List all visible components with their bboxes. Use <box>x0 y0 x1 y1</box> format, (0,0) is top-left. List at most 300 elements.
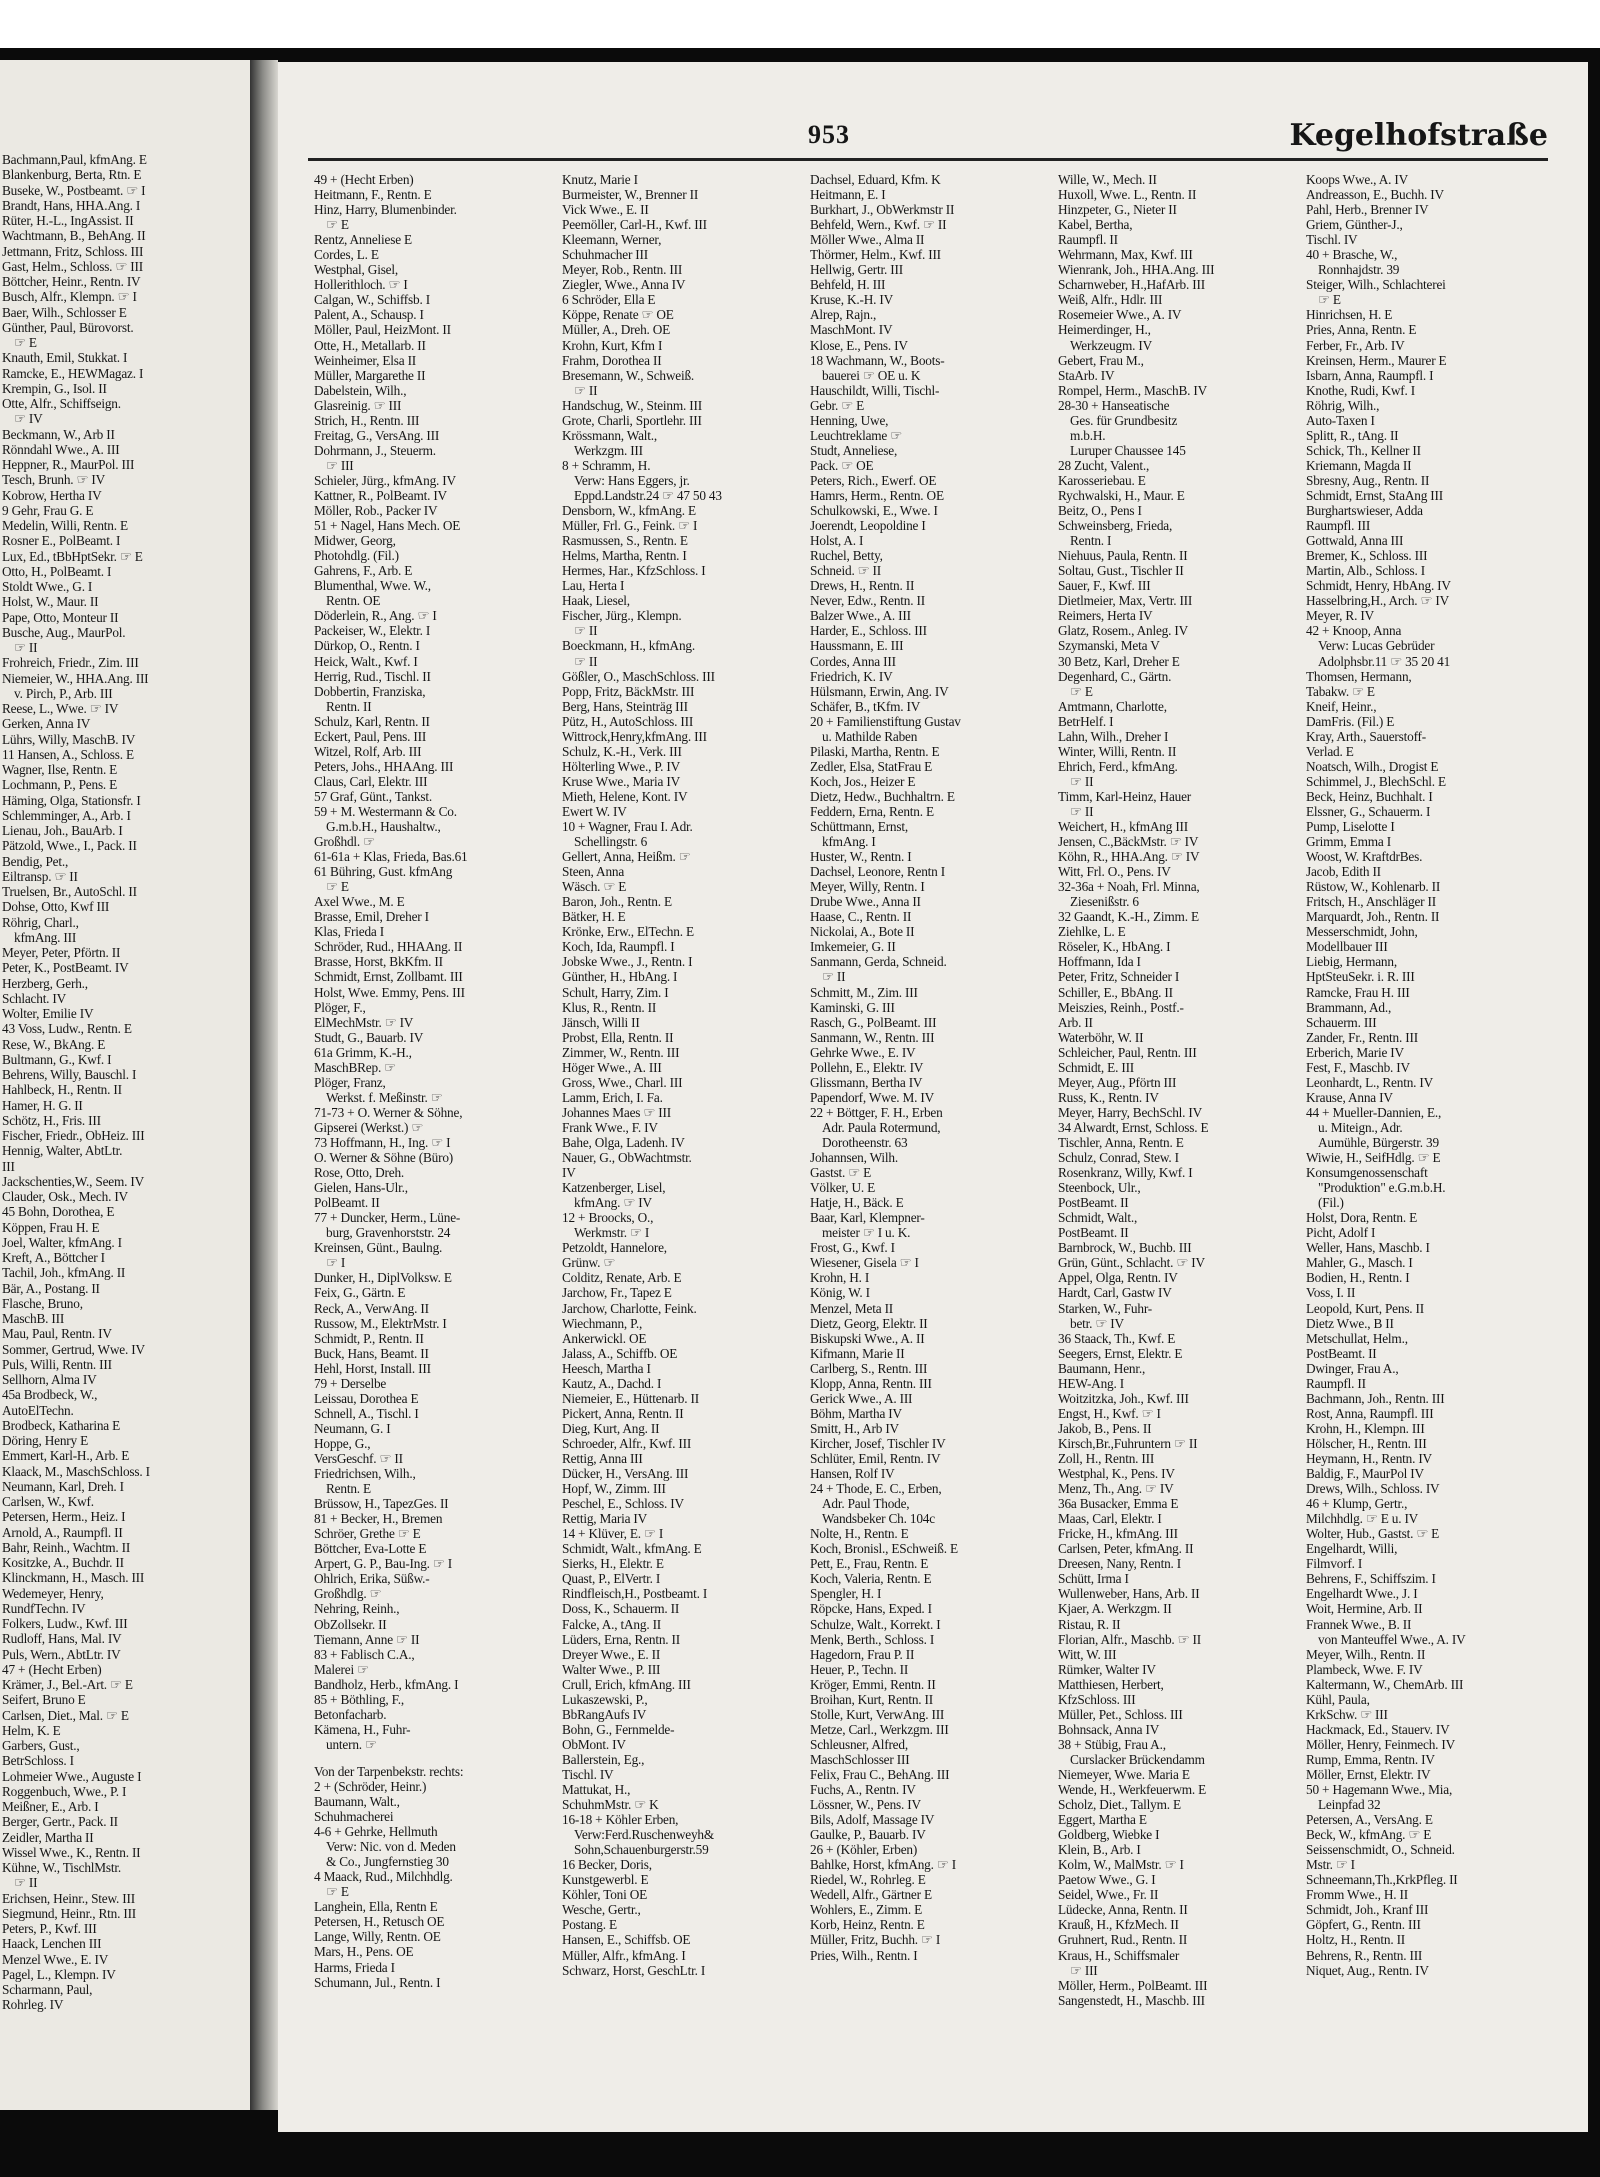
directory-entry: Behfeld, H. III <box>810 277 886 293</box>
directory-entry: Buseke, W., Postbeamt. ☞ I <box>2 182 146 198</box>
directory-entry: Kreinsen, Herm., Maurer E <box>1306 352 1447 368</box>
directory-entry: Heppner, R., MaurPol. III <box>2 457 135 472</box>
directory-entry: Schweinsberg, Frieda, <box>1058 518 1173 534</box>
directory-entry: Rosenkranz, Willy, Kwf. I <box>1058 1165 1193 1181</box>
directory-entry: Hinrichsen, H. E <box>1306 307 1393 323</box>
directory-entry: Verlad. E <box>1306 743 1354 759</box>
directory-entry: Flasche, Bruno, <box>2 1295 83 1311</box>
directory-entry: Hennig, Walter, AbtLtr. <box>2 1143 123 1159</box>
directory-entry: Harms, Frieda I <box>314 1959 395 1975</box>
directory-entry: Griem, Günther-J., <box>1306 217 1403 233</box>
directory-entry: Voss, I. II <box>1306 1285 1356 1301</box>
directory-entry: 45 Bohn, Dorothea, E <box>2 1204 115 1220</box>
directory-entry: Frannek Wwe., B. II <box>1306 1616 1412 1632</box>
directory-entry: Niquet, Aug., Rentn. IV <box>1306 1962 1429 1978</box>
directory-entry: Arb. II <box>1058 1014 1093 1030</box>
directory-entry: Gehrke Wwe., E. IV <box>810 1044 916 1060</box>
directory-entry: Kirsch,Br.,Fuhruntern ☞ II <box>1058 1435 1198 1451</box>
directory-entry: Böttcher, Heinr., Rentn. IV <box>2 274 141 289</box>
directory-entry: Rindfleisch,H., Postbeamt. I <box>562 1586 708 1602</box>
directory-entry: Drews, Wilh., Schloss. IV <box>1306 1481 1440 1497</box>
directory-entry: Kjaer, A. Werkzgm. II <box>1058 1601 1172 1617</box>
directory-entry: Schuhmacherei <box>314 1809 394 1825</box>
directory-entry: Marquardt, Joh., Rentn. II <box>1306 909 1440 925</box>
directory-entry: Degenhard, C., Gärtn. <box>1058 668 1172 684</box>
directory-entry: Busche, Aug., MaurPol. <box>2 624 126 640</box>
directory-entry: AutoElTechn. <box>2 1402 74 1418</box>
directory-entry: Carlsen, Peter, kfmAng. II <box>1058 1541 1194 1557</box>
directory-entry: Weiß, Alfr., Hdlr. III <box>1058 292 1163 308</box>
directory-entry: Behrens, R., Rentn. III <box>1306 1947 1423 1963</box>
directory-entry: Kruse Wwe., Maria IV <box>562 773 680 789</box>
directory-entry: Verw:Ferd.Ruschenweyh& <box>574 1827 714 1843</box>
directory-entry: Westphal, K., Pens. IV <box>1058 1466 1175 1482</box>
directory-entry: Koch, Jos., Heizer E <box>810 773 916 789</box>
directory-entry: (Fil.) <box>1318 1195 1344 1211</box>
directory-entry: Scharnweber, H.,HafArb. III <box>1058 277 1205 293</box>
directory-entry: Wedell, Alfr., Gärtner E <box>810 1887 932 1903</box>
directory-entry: Wiesener, Gisela ☞ I <box>810 1255 919 1271</box>
directory-entry: Grote, Charli, Sportlehr. III <box>562 412 702 428</box>
directory-entry: Knauth, Emil, Stukkat. I <box>2 350 128 366</box>
directory-entry: G.m.b.H., Haushaltw., <box>326 819 441 835</box>
directory-entry: Steiger, Wilh., Schlachterei <box>1306 277 1446 293</box>
directory-entry: Rüter, H.-L., IngAssist. II <box>2 213 134 228</box>
directory-entry: Jänsch, Willi II <box>562 1014 640 1030</box>
directory-entry: Weichert, H., kfmAng III <box>1058 819 1189 835</box>
directory-entry: Handschug, W., Steinm. III <box>562 397 702 413</box>
directory-entry: Weinheimer, Elsa II <box>314 352 417 368</box>
directory-entry: 36 Staack, Th., Kwf. E <box>1058 1330 1176 1346</box>
directory-entry: Lohmeier Wwe., Auguste I <box>2 1768 142 1784</box>
directory-entry: Pilaski, Martha, Rentn. E <box>810 743 940 759</box>
directory-entry: Ronnhajdstr. 39 <box>1318 262 1400 278</box>
directory-entry: Appel, Olga, Rentn. IV <box>1058 1270 1178 1286</box>
directory-entry: 79 + Derselbe <box>314 1375 387 1391</box>
directory-entry: Burmeister, W., Brenner II <box>562 187 699 203</box>
directory-entry: Rentn. I <box>1070 533 1112 549</box>
directory-entry: Mau, Paul, Rentn. IV <box>2 1326 112 1342</box>
directory-entry: Glasreinig. ☞ III <box>314 397 402 413</box>
directory-entry: Dohse, Otto, Kwf III <box>2 899 110 915</box>
directory-entry: Drube Wwe., Anna II <box>810 894 921 910</box>
directory-entry: Holst, A. I <box>810 533 864 549</box>
directory-entry: Kreft, A., Böttcher I <box>2 1250 105 1265</box>
directory-entry: 18 Wachmann, W., Boots- <box>810 352 945 368</box>
directory-entry: Klinckmann, H., Masch. III <box>2 1570 145 1586</box>
directory-entry: Hauschildt, Willi, Tischl- <box>810 382 940 398</box>
directory-entry: Feddern, Erna, Rentn. E <box>810 803 934 819</box>
directory-entry: Hagedorn, Frau P. II <box>810 1646 915 1662</box>
directory-entry: Wittrock,Henry,kfmAng. III <box>562 728 707 744</box>
directory-entry: Baldig, F., MaurPol IV <box>1306 1466 1424 1482</box>
directory-entry: Studt, Anneliese, <box>810 442 898 458</box>
directory-entry: Nolte, H., Rentn. E <box>810 1526 909 1542</box>
directory-entry: Gastst. ☞ E <box>810 1165 872 1181</box>
directory-entry: Niemeier, W., HHA.Ang. III <box>2 670 149 686</box>
directory-entry: kfmAng. III <box>14 929 77 945</box>
directory-entry: 8 + Schramm, H. <box>562 457 651 473</box>
directory-entry: PostBeamt. II <box>1058 1195 1129 1211</box>
directory-entry: Mstr. ☞ I <box>1306 1857 1355 1873</box>
directory-entry: 45a Brodbeck, W., <box>2 1387 98 1403</box>
directory-entry: Rüstow, W., Kohlenarb. II <box>1306 879 1441 895</box>
directory-entry: Dorotheenstr. 63 <box>822 1135 908 1150</box>
directory-entry: Heymann, H., Rentn. IV <box>1306 1450 1432 1466</box>
directory-entry: Walter Wwe., P. III <box>562 1661 661 1677</box>
directory-entry: PostBeamt. II <box>1058 1225 1129 1241</box>
directory-entry: Photohdlg. (Fil.) <box>314 548 399 564</box>
directory-entry: Freitag, G., VersAng. III <box>314 427 440 443</box>
directory-entry: Wachtmann, B., BehAng. II <box>2 228 146 244</box>
directory-entry: Winter, Willi, Rentn. II <box>1058 743 1177 759</box>
directory-entry: ☞ II <box>822 969 846 985</box>
directory-entry: Dabelstein, Wilh., <box>314 382 407 398</box>
directory-entry: Peter, Fritz, Schneider I <box>1058 969 1180 985</box>
directory-entry: Bils, Adolf, Massage IV <box>810 1812 935 1828</box>
directory-entry: Brandt, Hans, HHA.Ang. I <box>2 197 141 213</box>
directory-entry: Vick Wwe., E. II <box>562 202 649 218</box>
directory-entry: Koch, Valeria, Rentn. E <box>810 1571 932 1587</box>
directory-entry: 36a Busacker, Emma E <box>1058 1496 1179 1512</box>
directory-entry: Hackmack, Ed., Stauerv. IV <box>1306 1721 1450 1737</box>
directory-entry: Messerschmidt, John, <box>1306 924 1418 940</box>
directory-entry: Schulz, Karl, Rentn. II <box>314 713 430 729</box>
directory-entry: Drews, H., Rentn. II <box>810 578 915 594</box>
directory-column-5 <box>1306 172 1528 1978</box>
directory-entry: Jalass, A., Schiffb. OE <box>562 1345 678 1361</box>
directory-entry: ☞ II <box>14 1875 38 1891</box>
directory-entry: Beckmann, W., Arb II <box>2 426 115 442</box>
directory-entry: Wille, W., Mech. II <box>1058 172 1157 187</box>
directory-entry: Heitmann, E. I <box>810 187 886 203</box>
directory-entry: Dreyer Wwe., E. II <box>562 1646 661 1662</box>
directory-entry: Tischl. IV <box>1306 232 1358 248</box>
directory-entry: Rychwalski, H., Maur. E <box>1058 487 1185 503</box>
directory-entry: Biskupski Wwe., A. II <box>810 1330 925 1346</box>
directory-entry: Heimerdinger, H., <box>1058 322 1151 338</box>
directory-entry: Westphal, Gisel, <box>314 262 398 278</box>
directory-entry: Buck, Hans, Beamt. II <box>314 1345 429 1361</box>
directory-entry: Plambeck, Wwe. F. IV <box>1306 1661 1423 1677</box>
directory-entry: 32 Gaandt, K.-H., Zimm. E <box>1058 909 1199 925</box>
directory-entry: Dücker, H., VersAng. III <box>562 1466 689 1482</box>
directory-entry: Kröger, Emmi, Rentn. II <box>810 1676 936 1692</box>
directory-entry: Calgan, W., Schiffsb. I <box>314 292 430 308</box>
directory-entry: Mattukat, H., <box>562 1782 631 1798</box>
directory-entry: Schauerm. III <box>1306 1014 1377 1030</box>
directory-entry: Köhler, Toni OE <box>562 1887 648 1903</box>
directory-entry: Hinz, Harry, Blumenbinder. <box>314 202 457 218</box>
directory-entry: Kattner, R., PolBeamt. IV <box>314 487 447 503</box>
directory-entry: Midwer, Georg, <box>314 533 396 549</box>
directory-entry: Never, Edw., Rentn. II <box>810 593 925 609</box>
directory-entry: HEW-Ang. I <box>1058 1375 1124 1391</box>
directory-entry: Lössner, W., Pens. IV <box>810 1797 921 1813</box>
directory-entry: Lüders, Erna, Rentn. II <box>562 1631 680 1647</box>
directory-entry: Hölscher, H., Rentn. III <box>1306 1435 1427 1451</box>
directory-entry: Heuer, P., Techn. II <box>810 1661 909 1677</box>
directory-entry: Tischler, Anna, Rentn. E <box>1058 1135 1184 1150</box>
directory-entry: Kabel, Bertha, <box>1058 217 1133 233</box>
directory-entry: Bachmann,Paul, kfmAng. E <box>2 152 147 167</box>
directory-entry: Rentz, Anneliese E <box>314 232 412 248</box>
directory-column-4 <box>1058 172 1280 2008</box>
directory-entry: "Produktion" e.G.m.b.H. <box>1318 1180 1446 1196</box>
directory-entry: Schötz, H., Fris. III <box>2 1112 101 1128</box>
directory-entry: Möller, Ernst, Elektr. IV <box>1306 1766 1431 1782</box>
directory-entry: Hamer, H. G. II <box>2 1097 83 1113</box>
directory-entry: Lange, Willy, Rentn. OE <box>314 1929 441 1945</box>
directory-entry: Kruse, K.-H. IV <box>810 292 894 308</box>
directory-entry: bauerei ☞ OE u. K <box>822 367 921 383</box>
directory-entry: 10 + Wagner, Frau I. Adr. <box>562 819 693 835</box>
directory-entry: RundfTechn. IV <box>2 1600 86 1616</box>
directory-entry: u. Miteign., Adr. <box>1318 1119 1403 1135</box>
directory-entry: Schmidt, Joh., Kranf III <box>1306 1902 1429 1918</box>
directory-entry: Densborn, W., kfmAng. E <box>562 503 696 519</box>
directory-entry: Wiechmann, P., <box>562 1315 643 1331</box>
directory-entry: Schlacht. IV <box>2 990 67 1006</box>
directory-entry: Fischer, Friedr., ObHeiz. III <box>2 1128 145 1143</box>
directory-entry: Beitz, O., Pens I <box>1058 503 1142 519</box>
directory-entry: Seegers, Ernst, Elektr. E <box>1058 1345 1183 1361</box>
directory-entry: Großhdl. ☞ <box>314 834 375 850</box>
directory-entry: Gerick Wwe., A. III <box>810 1390 913 1406</box>
directory-entry: Herzberg, Gerh., <box>2 975 88 991</box>
directory-entry: Puls, Wern., AbtLtr. IV <box>2 1646 121 1662</box>
directory-entry: Fricke, H., kfmAng. III <box>1058 1526 1178 1542</box>
directory-entry: Bär, A., Postang. II <box>2 1280 100 1296</box>
directory-entry: Reese, L., Wwe. ☞ IV <box>2 701 119 716</box>
directory-entry: Petersen, H., Retusch OE <box>314 1914 445 1930</box>
directory-entry: Pett, E., Frau, Rentn. E <box>810 1556 929 1572</box>
directory-entry: Gipserei (Werkst.) ☞ <box>314 1119 424 1135</box>
directory-entry: 9 Gehr, Frau G. E <box>2 502 94 518</box>
directory-entry: Krauß, H., KfzMech. II <box>1058 1917 1179 1933</box>
directory-entry: Tiemann, Anne ☞ II <box>314 1631 420 1647</box>
directory-entry: 4 Maack, Rud., Milchhdlg. <box>314 1869 453 1885</box>
directory-entry: SchuhmMstr. ☞ K <box>562 1797 659 1813</box>
directory-entry: Falcke, A., tAng. II <box>562 1616 662 1632</box>
directory-entry: Rettig, Maria IV <box>562 1511 648 1527</box>
directory-entry: Folkers, Ludw., Kwf. III <box>2 1616 128 1631</box>
directory-entry: Hinzpeter, G., Nieter II <box>1058 202 1177 218</box>
directory-entry: Röhrig, Wilh., <box>1306 397 1380 413</box>
directory-entry: Studt, G., Bauarb. IV <box>314 1029 424 1045</box>
directory-entry: Hopf, W., Zimm. III <box>562 1481 666 1497</box>
directory-entry: Jacob, Edith II <box>1306 864 1381 880</box>
directory-entry: Russow, M., ElektrMstr. I <box>314 1315 447 1331</box>
directory-entry: Möller Wwe., Alma II <box>810 232 925 248</box>
directory-entry: Petersen, A., VersAng. E <box>1306 1812 1433 1828</box>
directory-entry: Smitt, H., Arb IV <box>810 1420 899 1436</box>
directory-entry: Pätzold, Wwe., I., Pack. II <box>2 838 137 854</box>
directory-entry: Eppd.Landstr.24 ☞ 47 50 43 <box>574 487 722 503</box>
directory-entry: ☞ E <box>326 217 349 233</box>
directory-entry: Probst, Ella, Rentn. II <box>562 1029 674 1045</box>
directory-entry: ☞ E <box>1318 292 1341 308</box>
directory-entry: ☞ III <box>326 457 354 473</box>
directory-entry: Fuchs, A., Rentn. IV <box>810 1782 916 1798</box>
directory-entry: Pape, Otto, Monteur II <box>2 609 119 625</box>
directory-entry: Pries, Anna, Rentn. E <box>1306 322 1417 338</box>
directory-entry: 6 Schröder, Ella E <box>562 292 656 308</box>
directory-entry: Rompel, Herm., MaschB. IV <box>1058 382 1207 398</box>
directory-entry: Bremer, K., Schloss. III <box>1306 548 1428 564</box>
directory-entry: Baar, Karl, Klempner- <box>810 1210 925 1226</box>
directory-entry: 16 Becker, Doris, <box>562 1857 652 1873</box>
directory-entry: Fischer, Jürg., Klempn. <box>562 608 682 624</box>
directory-entry: Korb, Heinz, Rentn. E <box>810 1917 925 1933</box>
directory-entry: König, W. I <box>810 1285 870 1301</box>
directory-entry: Koch, Bronisl., ESchweiß. E <box>810 1541 958 1557</box>
directory-entry: 47 + (Hecht Erben) <box>2 1661 102 1677</box>
directory-entry: Niehuus, Paula, Rentn. II <box>1058 548 1188 564</box>
directory-entry: Schlemminger, A., Arb. I <box>2 807 131 823</box>
directory-entry: Adr. Paul Thode, <box>822 1496 910 1512</box>
directory-entry: Schröer, Grethe ☞ E <box>314 1526 421 1542</box>
directory-entry: Otto, H., PolBeamt. I <box>2 563 112 579</box>
directory-entry: Pagel, L., Klempn. IV <box>2 1966 116 1982</box>
directory-entry: Luruper Chaussee 145 <box>1070 442 1186 458</box>
directory-entry: Röpcke, Hans, Exped. I <box>810 1601 932 1617</box>
directory-entry: Liebig, Hermann, <box>1306 954 1397 970</box>
directory-entry: Hölterling Wwe., P. IV <box>562 758 680 774</box>
directory-entry: Langhein, Ella, Rentn E <box>314 1899 438 1915</box>
directory-entry: Rentn. OE <box>326 593 381 609</box>
directory-entry: 46 + Klump, Gertr., <box>1306 1496 1408 1512</box>
directory-entry: Plöger, Franz, <box>314 1074 386 1090</box>
directory-entry: Baer, Wilh., Schlosser E <box>2 304 127 320</box>
directory-entry: Hoppe, G., <box>314 1435 371 1451</box>
directory-entry: 34 Alwardt, Ernst, Schloss. E <box>1058 1119 1209 1135</box>
directory-entry: Sanmann, Gerda, Schneid. <box>810 954 947 970</box>
directory-entry: Peemöller, Carl-H., Kwf. III <box>562 217 707 233</box>
directory-entry: Florian, Alfr., Maschb. ☞ II <box>1058 1631 1201 1647</box>
directory-column-3 <box>810 172 1032 1963</box>
directory-entry: Medelin, Willi, Rentn. E <box>2 518 128 533</box>
directory-entry: Dietz, Hedw., Buchhaltrn. E <box>810 788 955 804</box>
directory-entry: Ristau, R. II <box>1058 1616 1121 1632</box>
directory-entry: Frost, G., Kwf. I <box>810 1240 895 1256</box>
directory-entry: Dietz Wwe., B II <box>1306 1315 1394 1331</box>
directory-entry: Henning, Uwe, <box>810 412 889 428</box>
directory-entry: Frank Wwe., F. IV <box>562 1119 658 1135</box>
directory-entry: Frahm, Dorothea II <box>562 352 662 368</box>
directory-entry: Eggert, Martha E <box>1058 1812 1147 1828</box>
directory-entry: Picht, Adolf I <box>1306 1225 1376 1241</box>
directory-entry: Arpert, G. P., Bau-Ing. ☞ I <box>314 1556 452 1572</box>
directory-entry: Bendig, Pet., <box>2 853 69 869</box>
directory-entry: Krempin, G., Isol. II <box>2 380 107 396</box>
directory-entry: Rümker, Walter IV <box>1058 1661 1156 1677</box>
directory-entry: Sanmann, W., Rentn. III <box>810 1029 935 1045</box>
directory-entry: Klopp, Anna, Rentn. III <box>810 1375 932 1391</box>
directory-entry: Carlsen, Diet., Mal. ☞ E <box>2 1707 129 1723</box>
directory-entry: Möller, Paul, HeizMont. II <box>314 322 451 338</box>
directory-entry: III <box>2 1158 15 1174</box>
directory-entry: ☞ E <box>14 335 37 350</box>
directory-entry: Schäfer, B., tKfm. IV <box>810 698 921 714</box>
directory-entry: Elssner, G., Schauerm. I <box>1306 803 1431 819</box>
directory-entry: Wolter, Hub., Gastst. ☞ E <box>1306 1526 1440 1542</box>
directory-entry: Häming, Olga, Stationsfr. I <box>2 792 141 808</box>
directory-entry: ☞ E <box>1070 683 1093 699</box>
directory-entry: Harder, E., Schloss. III <box>810 623 927 639</box>
directory-entry: Kautz, A., Dachd. I <box>562 1375 662 1391</box>
directory-entry: Schulz, Conrad, Stew. I <box>1058 1150 1179 1166</box>
directory-entry: Peters, Rich., Ewerf. OE <box>810 472 937 488</box>
directory-entry: Tachil, Joh., kfmAng. II <box>2 1265 126 1281</box>
directory-entry: Behrens, Willy, Bauschl. I <box>2 1067 137 1082</box>
directory-entry: Rönndahl Wwe., A. III <box>2 441 120 457</box>
directory-entry: Grün, Günt., Schlacht. ☞ IV <box>1058 1255 1205 1271</box>
directory-entry: Stoldt Wwe., G. I <box>2 579 93 594</box>
directory-entry: Beck, Heinz, Buchhalt. I <box>1306 788 1433 804</box>
directory-entry: kfmAng. I <box>822 834 876 850</box>
directory-entry: ObMont. IV <box>562 1736 626 1752</box>
directory-entry: Imkemeier, G. II <box>810 939 896 955</box>
directory-entry: Wagner, Ilse, Rentn. E <box>2 762 118 777</box>
directory-entry: Martin, Alb., Schloss. I <box>1306 563 1425 579</box>
directory-entry: Rose, Otto, Dreh. <box>314 1165 405 1181</box>
directory-entry: Schult, Harry, Zim. I <box>562 984 669 1000</box>
directory-entry: Friedrichsen, Wilh., <box>314 1466 416 1482</box>
directory-entry: Schüttmann, Ernst, <box>810 819 908 835</box>
directory-entry: Hoffmann, Ida I <box>1058 954 1141 970</box>
directory-entry: Palent, A., Schausp. I <box>314 307 424 323</box>
directory-entry: StaArb. IV <box>1058 367 1115 383</box>
directory-entry: Otte, Alfr., Schiffseign. <box>2 396 121 411</box>
directory-entry: Werkzeugm. IV <box>1070 337 1152 353</box>
directory-entry: Thörmer, Helm., Kwf. III <box>810 247 941 263</box>
directory-entry: Döring, Henry E <box>2 1433 88 1448</box>
directory-entry: 28 Zucht, Valent., <box>1058 457 1150 473</box>
directory-entry: Köppe, Renate ☞ OE <box>562 307 674 323</box>
directory-entry: ☞ E <box>326 879 349 895</box>
directory-entry: Schmidt, Ernst, Zollbamt. III <box>314 969 463 985</box>
directory-entry: Eiltransp. ☞ II <box>2 868 78 884</box>
directory-entry: Gross, Wwe., Charl. III <box>562 1074 683 1090</box>
directory-entry: 49 + (Hecht Erben) <box>314 172 414 187</box>
directory-entry: Schütt, Irma I <box>1058 1571 1129 1587</box>
directory-entry: 4-6 + Gehrke, Hellmuth <box>314 1824 438 1840</box>
directory-entry: Mieth, Helene, Kont. IV <box>562 788 688 804</box>
directory-entry: Colditz, Renate, Arb. E <box>562 1270 682 1286</box>
book-gutter <box>250 60 278 2110</box>
directory-entry: Bultmann, G., Kwf. I <box>2 1051 112 1067</box>
directory-entry: Joerendt, Leopoldine I <box>810 518 926 534</box>
directory-entry: Emmert, Karl-H., Arb. E <box>2 1448 130 1464</box>
directory-entry: Neumann, Karl, Dreh. I <box>2 1478 124 1494</box>
directory-entry: Paetow Wwe., G. I <box>1058 1872 1156 1888</box>
directory-entry: Haase, C., Rentn. II <box>810 909 912 925</box>
directory-entry: Schmidt, Walt., kfmAng. E <box>562 1541 702 1557</box>
directory-entry: 71-73 + O. Werner & Söhne, <box>314 1104 463 1120</box>
directory-entry: Spengler, H. I <box>810 1586 882 1602</box>
directory-entry: Menzel Wwe., E. IV <box>2 1951 109 1967</box>
directory-entry: BetrHelf. I <box>1058 713 1114 729</box>
directory-entry: Curslacker Brückendamm <box>1070 1751 1205 1767</box>
directory-entry: Koops Wwe., A. IV <box>1306 172 1408 187</box>
directory-entry: 26 + (Köhler, Erben) <box>810 1842 918 1858</box>
directory-entry: burg, Gravenhorststr. 24 <box>326 1225 451 1241</box>
directory-entry: Schellingstr. 6 <box>574 834 648 850</box>
directory-entry: 83 + Fablisch C.A., <box>314 1646 415 1662</box>
directory-entry: Klaack, M., MaschSchloss. I <box>2 1463 150 1479</box>
directory-entry: Rasch, G., PolBeamt. III <box>810 1014 937 1030</box>
